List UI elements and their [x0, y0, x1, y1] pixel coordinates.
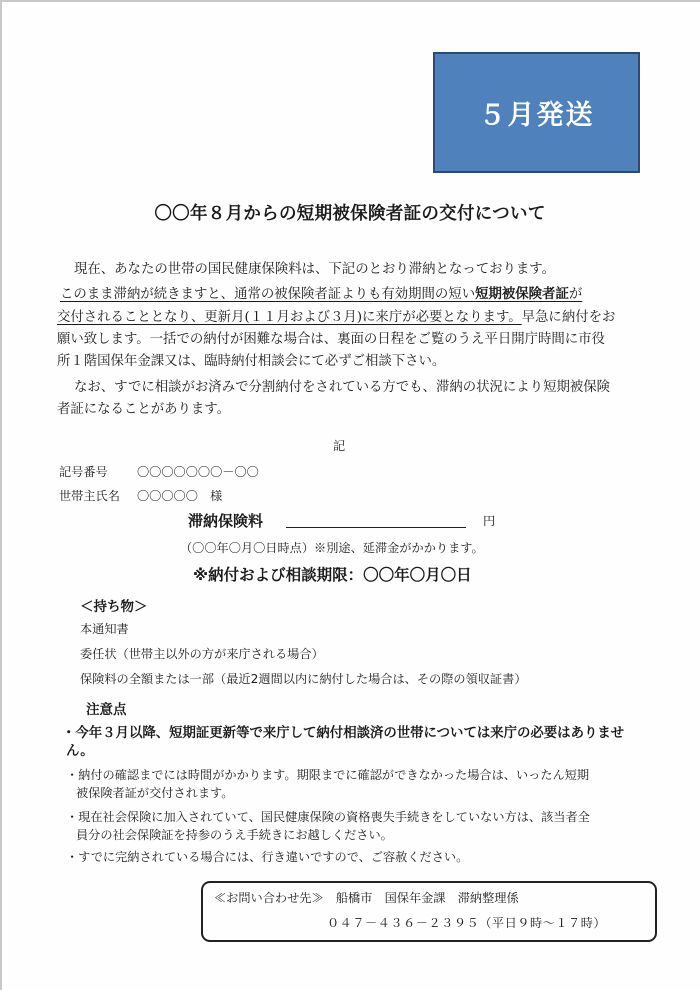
short-term-card-emphasis: 短期被保険者証: [475, 287, 569, 302]
intro-line-6: なお、すでに相談がお済みで分割納付をされている方でも、滞納の状況により短期被保険: [74, 380, 611, 395]
intro-line-2-text: このまま滞納が続きますと、通常の被保険者証よりも有効期間の短い: [60, 287, 476, 302]
note-item-1-line-1: ・今年３月以降、短期証更新等で来庁して納付相談済の世帯については来庁の必要はありませ: [62, 725, 625, 741]
note-item-2-line-2: 被保険者証が交付されます。: [76, 786, 234, 800]
intro-line-2: [60, 283, 582, 302]
mail-month-badge: [433, 52, 640, 173]
note-item-4-line-1: ・すでに完納されている場合には、行き違いですので、ご容赦ください。: [66, 850, 469, 864]
intro-line-5: 所１階国保年金課又は、臨時納付相談会にて必ずご相談下さい。: [57, 354, 446, 369]
intro-line-3-rest: 早急に納付をお: [521, 310, 616, 325]
ki-heading: 記: [333, 439, 346, 453]
contact-phone: ０４７－４３６－２３９５（平日９時～１７時）: [327, 916, 607, 930]
note-item-3-line-1: ・現在社会保険に加入されていて、国民健康保険の資格喪失手続きをしていない方は、該当者全: [66, 810, 590, 824]
intro-line-1: 現在、あなたの世帯の国民健康保険料は、下記のとおり滞納となっております。: [74, 262, 555, 277]
document-title: 〇〇年８月からの短期被保険者証の交付について: [154, 204, 546, 224]
yen-unit: 円: [483, 514, 496, 528]
as-of-note: （〇〇年〇月〇日時点）※別途、延滞金がかかります。: [180, 541, 484, 555]
intro-line-4: 願い致します。一括での納付が困難な場合は、裏面の日程をご覧のうえ平日開庁時間に市役: [57, 332, 605, 347]
belongings-item: 本通知書: [80, 622, 129, 636]
household-head-value: 〇〇〇〇〇 様: [137, 489, 223, 503]
overdue-amount-label: 滞納保険料: [188, 512, 264, 530]
code-value: 〇〇〇〇〇〇〇－〇〇: [137, 465, 259, 479]
page-border-top: [0, 0, 700, 2]
belongings-item: 保険料の全額または一部（最近2週間以内に納付した場合は、その際の領収証書）: [80, 672, 527, 686]
note-item-3-line-2: 員分の社会保険証を持参のうえ手続きにお越しください。: [76, 828, 393, 842]
intro-line-7: 者証になることがあります。: [57, 402, 231, 417]
notes-heading: 注意点: [86, 702, 127, 718]
household-head-label: 世帯主氏名: [59, 489, 120, 503]
amount-blank-line: [286, 527, 466, 528]
intro-line-3: [57, 306, 615, 325]
badge-label: ５月発送: [478, 100, 595, 131]
page-border-left: [0, 0, 2, 990]
intro-line-3-underlined: 交付されることとなり、更新月(１１月および３月)に来庁が必要となります。: [57, 310, 522, 325]
payment-deadline: ※納付および相談期限：〇〇年〇月〇日: [193, 566, 472, 584]
code-label: 記号番号: [59, 465, 108, 479]
belongings-item: 委任状（世帯主以外の方が来庁される場合）: [80, 647, 324, 661]
belongings-heading: ＜持ち物＞: [80, 599, 148, 615]
contact-label: ≪お問い合わせ先≫ 船橋市 国保年金課 滞納整理係: [214, 891, 519, 905]
note-item-1-line-2: ん。: [66, 743, 94, 759]
intro-line-2-tail: が: [568, 287, 583, 302]
note-item-2-line-1: ・納付の確認までには時間がかかります。期限までに確認ができなかった場合は、いったん短期: [66, 768, 590, 782]
